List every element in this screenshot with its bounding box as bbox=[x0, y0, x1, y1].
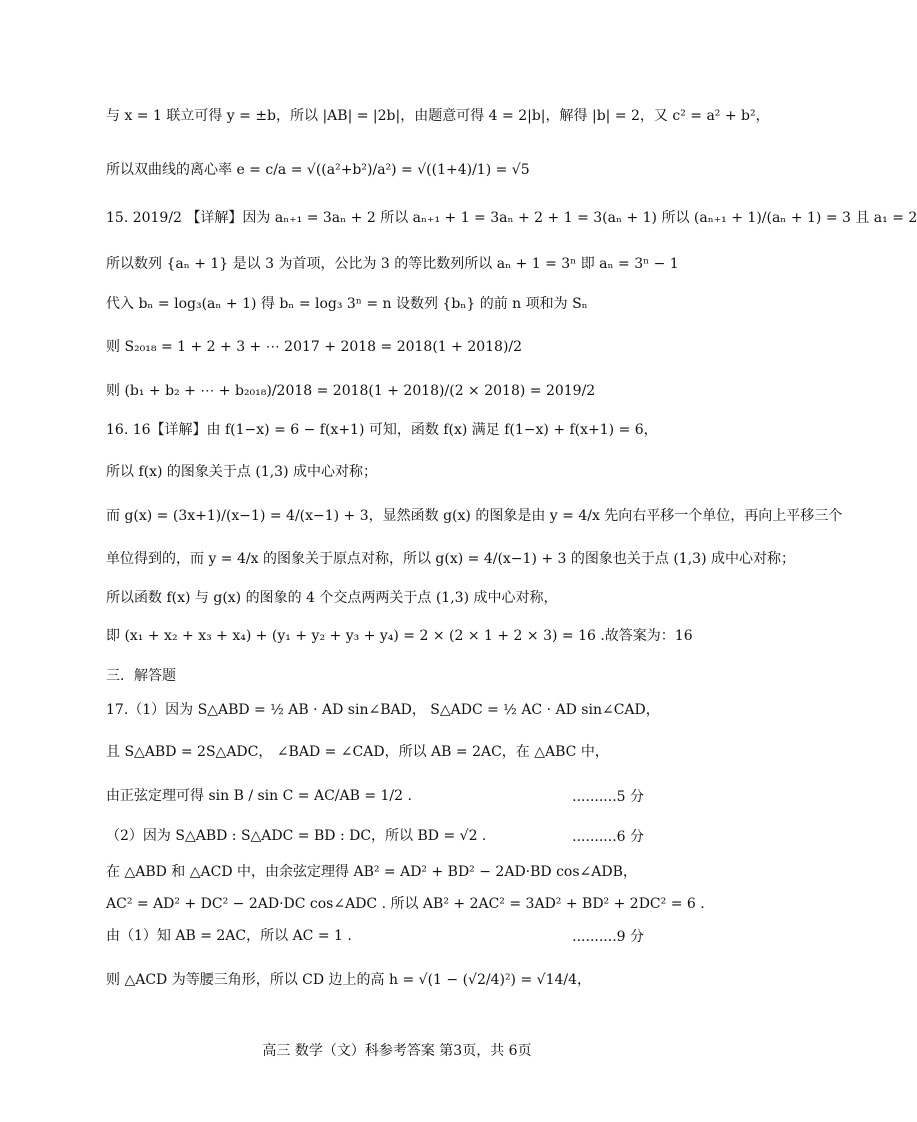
score-6: ..........6 分 bbox=[572, 829, 644, 845]
line-8: 16. 16【详解】由 f(1−x) = 6 − f(x+1) 可知，函数 f(x) 满足 f(1−x) + f(x+1) = 6， bbox=[106, 422, 658, 438]
line-11: 单位得到的，而 y = 4/x 的图象关于原点对称，所以 g(x) = 4/(x−1) + 3 的图象也关于点 (1,3) 成中心对称； bbox=[106, 551, 795, 567]
line-21: 由（1）知 AB = 2AC，所以 AC = 1 . bbox=[106, 928, 352, 944]
line-18: （2）因为 S△ABD : S△ADC = BD : DC，所以 BD = √2 . bbox=[106, 828, 487, 844]
line-15: 17.（1）因为 S△ABD = ½ AB · AD sin∠BAD， S△ADC = ½ AC · AD sin∠CAD， bbox=[106, 702, 660, 718]
line-4: 所以数列 {aₙ + 1} 是以 3 为首项，公比为 3 的等比数列所以 aₙ + 1 = 3ⁿ 即 aₙ = 3ⁿ − 1 bbox=[106, 256, 679, 272]
line-2: 所以双曲线的离心率 e = c/a = √((a²+b²)/a²) = √((1+4)/1) = √5 bbox=[106, 162, 530, 178]
line-10: 而 g(x) = (3x+1)/(x−1) = 4/(x−1) + 3，显然函数 g(x) 的图象是由 y = 4/x 先向右平移一个单位，再向上平移三个 bbox=[106, 508, 843, 524]
line-7: 则 (b₁ + b₂ + ⋯ + b₂₀₁₈)/2018 = 2018(1 + 2018)/(2 × 2018) = 2019/2 bbox=[106, 383, 596, 399]
line-13: 即 (x₁ + x₂ + x₃ + x₄) + (y₁ + y₂ + y₃ + y₄) = 2 × (2 × 1 + 2 × 3) = 16 .故答案为：16 bbox=[106, 628, 693, 644]
line-6: 则 S₂₀₁₈ = 1 + 2 + 3 + ⋯ 2017 + 2018 = 2018(1 + 2018)/2 bbox=[106, 339, 523, 355]
score-5: ..........5 分 bbox=[572, 789, 644, 805]
line-16: 且 S△ABD = 2S△ADC， ∠BAD = ∠CAD，所以 AB = 2AC，在 △ABC 中， bbox=[106, 744, 609, 760]
line-22: 则 △ACD 为等腰三角形，所以 CD 边上的高 h = √(1 − (√2/4)²) = √14/4， bbox=[106, 972, 592, 988]
line-17: 由正弦定理可得 sin B / sin C = AC/AB = 1/2 . bbox=[106, 788, 412, 804]
line-12: 所以函数 f(x) 与 g(x) 的图象的 4 个交点两两关于点 (1,3) 成中心对称， bbox=[106, 590, 558, 606]
section-heading: 三．解答题 bbox=[106, 668, 176, 684]
line-5: 代入 bₙ = log₃(aₙ + 1) 得 bₙ = log₃ 3ⁿ = n 设数列 {bₙ} 的前 n 项和为 Sₙ bbox=[106, 296, 588, 312]
line-1: 与 x = 1 联立可得 y = ±b，所以 |AB| = |2b|，由题意可得 4 = 2|b|，解得 |b| = 2，又 c² = a² + b²， bbox=[106, 108, 770, 124]
line-19: 在 △ABD 和 △ACD 中，由余弦定理得 AB² = AD² + BD² − 2AD·BD cos∠ADB， bbox=[106, 864, 637, 880]
line-20: AC² = AD² + DC² − 2AD·DC cos∠ADC . 所以 AB² + 2AC² = 3AD² + BD² + 2DC² = 6 . bbox=[106, 896, 705, 912]
line-3: 15. 2019/2 【详解】因为 aₙ₊₁ = 3aₙ + 2 所以 aₙ₊₁ + 1 = 3aₙ + 2 + 1 = 3(aₙ + 1) 所以 (aₙ₊₁ + 1)/(aₙ + 1) = 3 且 a₁ = 2 bbox=[106, 210, 917, 226]
page-footer: 高三 数学（文）科参考答案 第3页，共 6页 bbox=[262, 1043, 532, 1059]
line-9: 所以 f(x) 的图象关于点 (1,3) 成中心对称； bbox=[106, 464, 377, 480]
score-9: ..........9 分 bbox=[572, 929, 644, 945]
